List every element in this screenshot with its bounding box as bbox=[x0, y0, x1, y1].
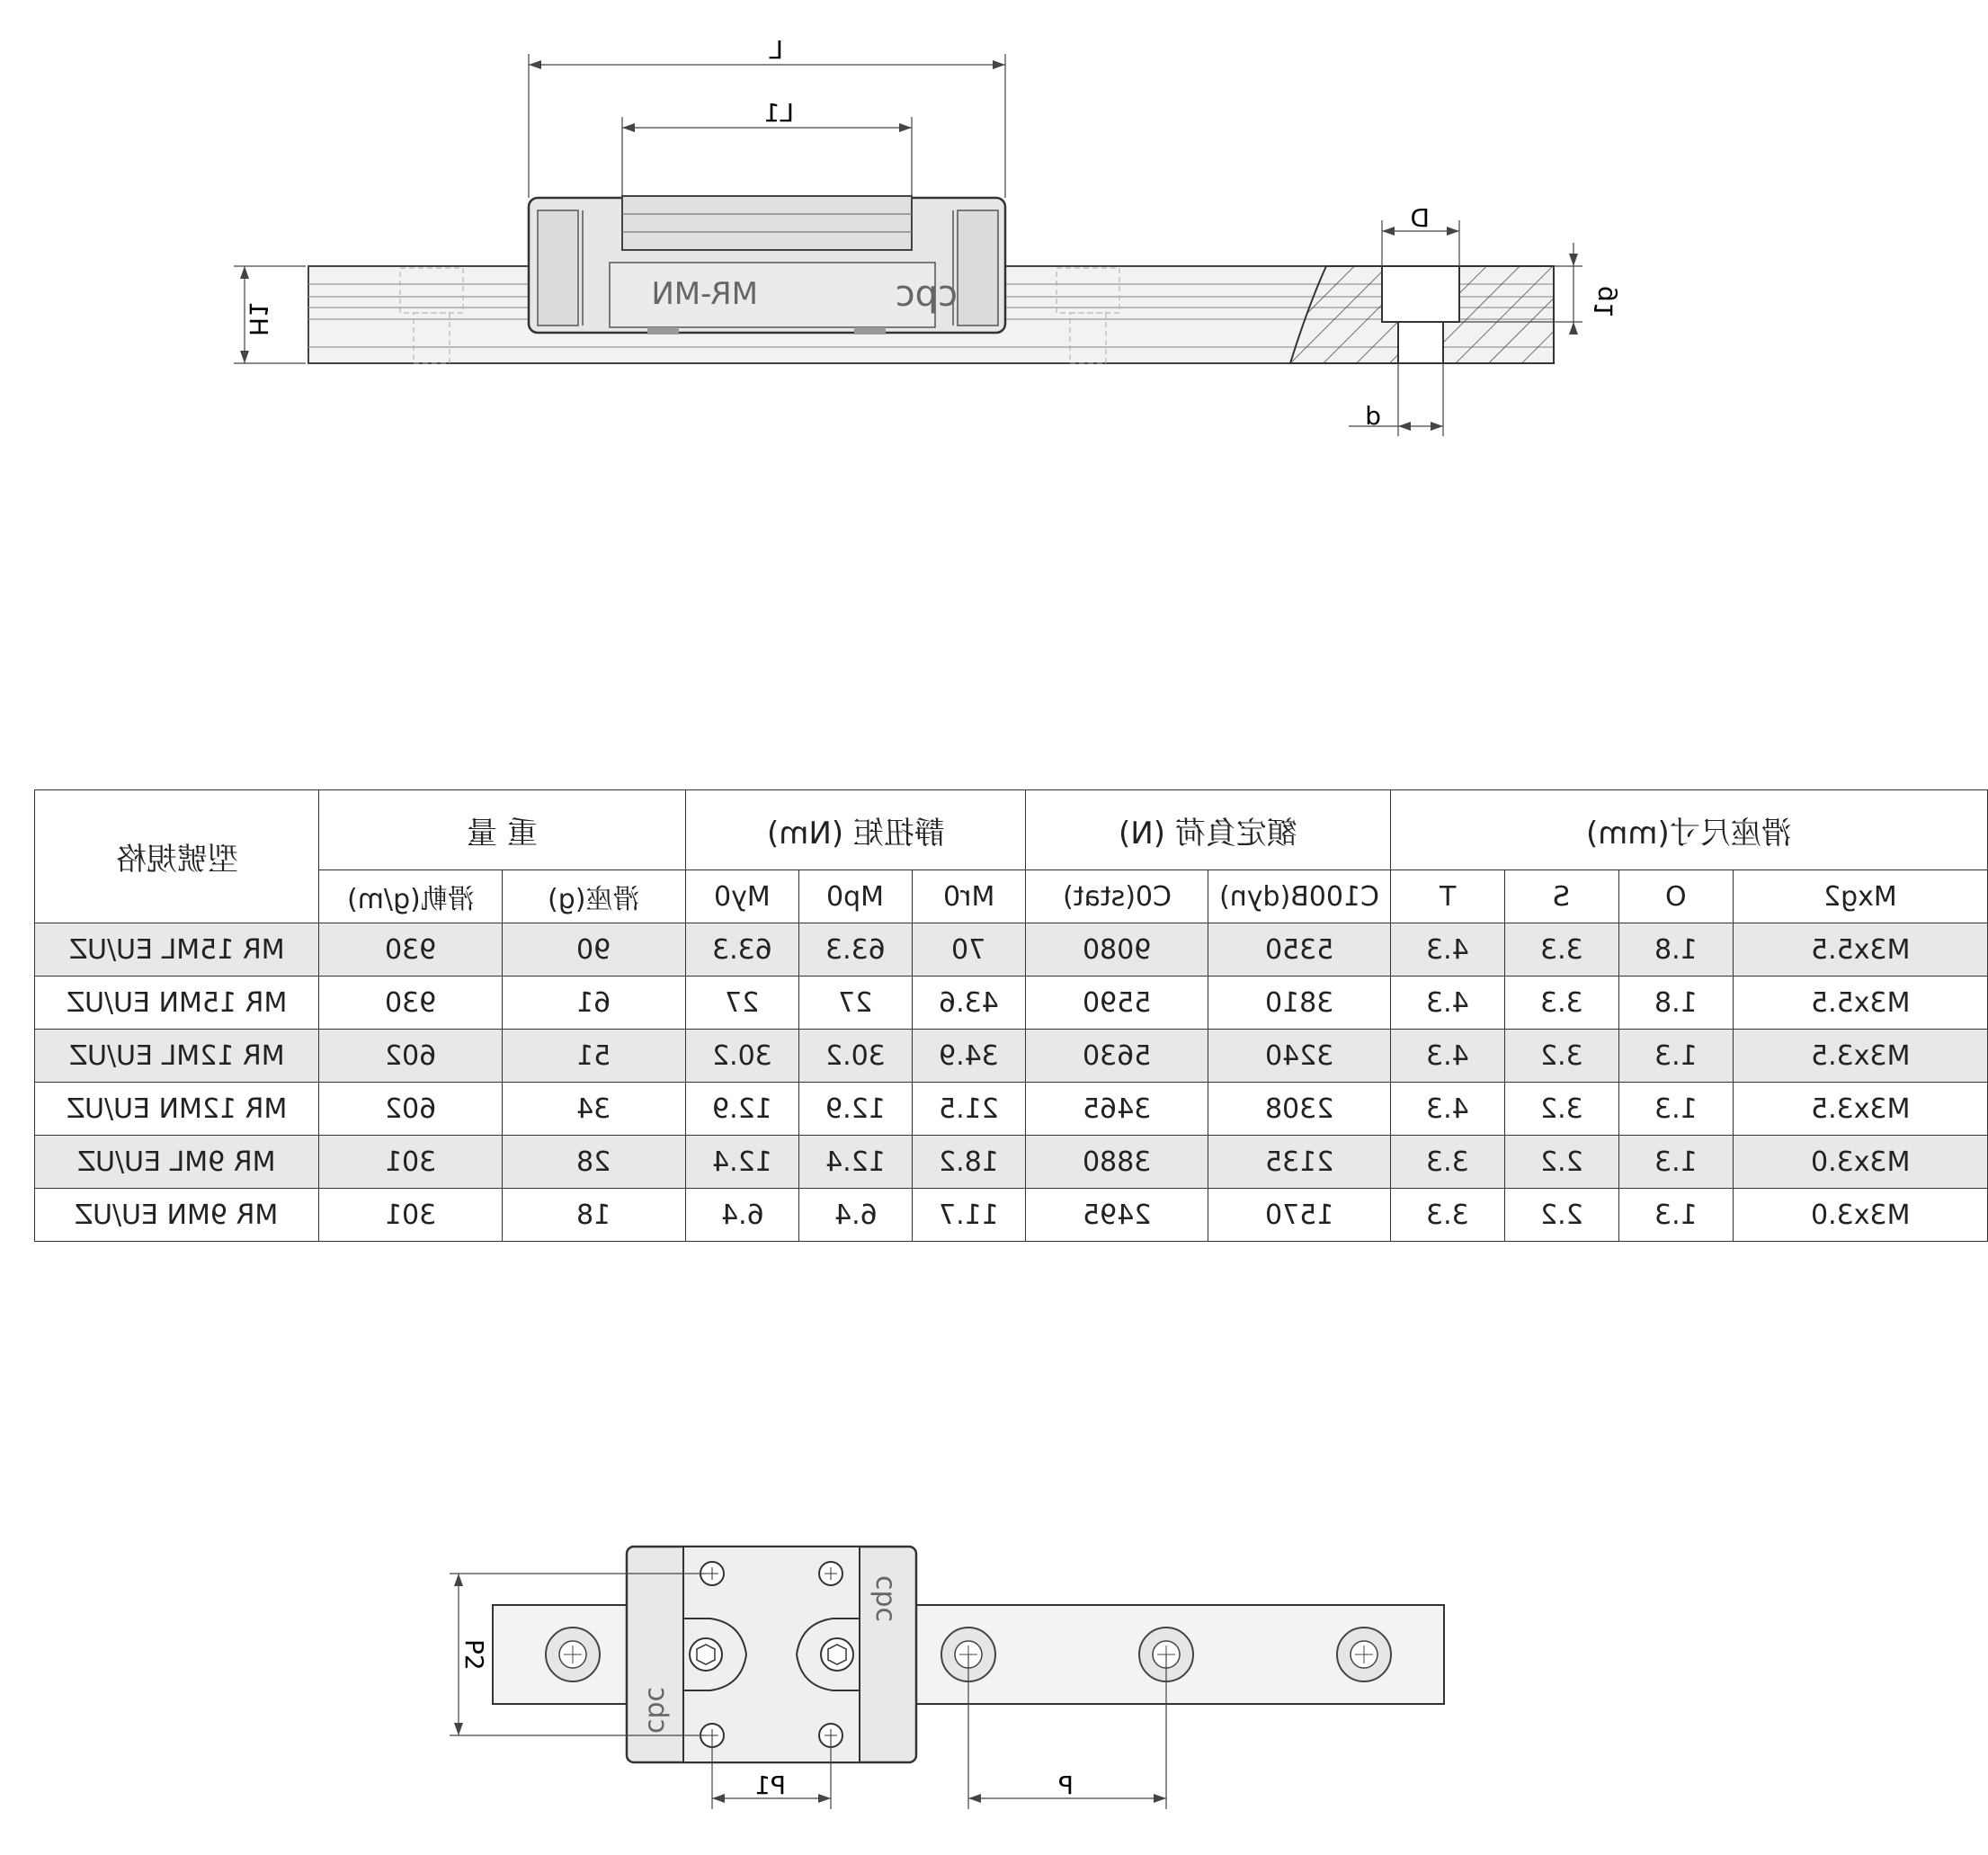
cell-t: 4.3 bbox=[1391, 977, 1505, 1030]
cell-mr0: 21.5 bbox=[913, 1083, 1026, 1136]
cell-model: MR 15MN EU/UZ bbox=[35, 977, 319, 1030]
subheader-s: S bbox=[1505, 870, 1619, 923]
dim-D-label: D bbox=[1410, 203, 1430, 233]
side-view-drawing bbox=[0, 0, 1988, 468]
dim-H1-label: H1 bbox=[244, 301, 273, 336]
cell-model: MR 15ML EU/UZ bbox=[35, 923, 319, 977]
dimension-L1 bbox=[622, 117, 912, 196]
cell-mxg2: M3x3.5 bbox=[1734, 1030, 1988, 1083]
rail-hole bbox=[546, 1628, 600, 1681]
subheader-c0: C0(stat) bbox=[1026, 870, 1208, 923]
cell-my0: 6.4 bbox=[686, 1189, 799, 1242]
cell-mp0: 12.9 bbox=[799, 1083, 913, 1136]
cell-c100b: 3810 bbox=[1208, 977, 1391, 1030]
table-row bbox=[35, 923, 1988, 977]
cell-c0: 5590 bbox=[1026, 977, 1208, 1030]
cell-mp0: 27 bbox=[799, 977, 913, 1030]
dim-L1-label: L1 bbox=[763, 98, 794, 128]
cell-mxg2: M3x5.5 bbox=[1734, 923, 1988, 977]
subheader-o: O bbox=[1619, 870, 1734, 923]
cell-t: 3.3 bbox=[1391, 1136, 1505, 1189]
cell-rail: 930 bbox=[319, 923, 503, 977]
subheader-c100b: C100B(dyn) bbox=[1208, 870, 1391, 923]
cell-mr0: 18.2 bbox=[913, 1136, 1026, 1189]
cell-model: MR 9ML EU/UZ bbox=[35, 1136, 319, 1189]
rail-hole bbox=[1337, 1628, 1391, 1681]
dim-P-label: P bbox=[1058, 1770, 1074, 1800]
cell-rail: 301 bbox=[319, 1189, 503, 1242]
cell-model: MR 12MN EU/UZ bbox=[35, 1083, 319, 1136]
cell-block: 61 bbox=[503, 977, 686, 1030]
cell-c100b: 2308 bbox=[1208, 1083, 1391, 1136]
cell-c0: 9080 bbox=[1026, 923, 1208, 977]
cell-c100b: 5350 bbox=[1208, 923, 1391, 977]
cell-my0: 12.9 bbox=[686, 1083, 799, 1136]
cell-c0: 2495 bbox=[1026, 1189, 1208, 1242]
dim-d-label: d bbox=[1365, 401, 1381, 431]
cell-block: 18 bbox=[503, 1189, 686, 1242]
block-bolt bbox=[819, 1562, 842, 1585]
table-row bbox=[35, 977, 1988, 1030]
cell-mxg2: M3x5.5 bbox=[1734, 977, 1988, 1030]
cell-s: 3.3 bbox=[1505, 977, 1619, 1030]
cell-mp0: 30.2 bbox=[799, 1030, 913, 1083]
cell-s: 2.2 bbox=[1505, 1136, 1619, 1189]
side-logo-text: cpc bbox=[895, 273, 958, 315]
cell-mxg2: M3x3.0 bbox=[1734, 1136, 1988, 1189]
cell-t: 3.3 bbox=[1391, 1189, 1505, 1242]
cell-c100b: 2135 bbox=[1208, 1136, 1391, 1189]
side-model-text: MR-MN bbox=[651, 276, 758, 312]
mounting-section bbox=[1290, 266, 1554, 363]
cell-mr0: 43.6 bbox=[913, 977, 1026, 1030]
cell-mp0: 6.4 bbox=[799, 1189, 913, 1242]
dimension-d bbox=[1349, 363, 1443, 436]
subheader-t: T bbox=[1391, 870, 1505, 923]
table-row bbox=[35, 1189, 1988, 1242]
subheader-rail-weight: 滑軌(g/m) bbox=[319, 870, 503, 923]
spec-table bbox=[34, 789, 1988, 1242]
cell-my0: 27 bbox=[686, 977, 799, 1030]
subheader-mxg2: Mxg2 bbox=[1734, 870, 1988, 923]
cell-o: 1.3 bbox=[1619, 1030, 1734, 1083]
header-weight: 重 量 bbox=[319, 790, 686, 870]
cell-o: 1.3 bbox=[1619, 1189, 1734, 1242]
cell-mxg2: M3x3.0 bbox=[1734, 1189, 1988, 1242]
header-model: 型號規格 bbox=[35, 790, 319, 923]
cell-my0: 30.2 bbox=[686, 1030, 799, 1083]
top-logo-text-1: cpc bbox=[869, 1575, 901, 1623]
cell-mxg2: M3x3.5 bbox=[1734, 1083, 1988, 1136]
cell-mp0: 12.4 bbox=[799, 1136, 913, 1189]
cell-c100b: 1570 bbox=[1208, 1189, 1391, 1242]
subheader-mr0: Mr0 bbox=[913, 870, 1026, 923]
table-row bbox=[35, 1083, 1988, 1136]
cell-rail: 301 bbox=[319, 1136, 503, 1189]
dim-P1-label: P1 bbox=[754, 1770, 786, 1800]
cell-o: 1.8 bbox=[1619, 977, 1734, 1030]
dim-g1-label: g1 bbox=[1589, 286, 1618, 318]
cell-s: 2.2 bbox=[1505, 1189, 1619, 1242]
cell-c0: 3465 bbox=[1026, 1083, 1208, 1136]
header-load: 額定負荷 (N) bbox=[1026, 790, 1391, 870]
cell-o: 1.8 bbox=[1619, 923, 1734, 977]
dim-P2-label: P2 bbox=[459, 1639, 489, 1671]
dim-L-label: L bbox=[769, 35, 783, 65]
table-body bbox=[35, 923, 1988, 1242]
cell-s: 3.3 bbox=[1505, 923, 1619, 977]
cell-c100b: 3240 bbox=[1208, 1030, 1391, 1083]
cell-t: 4.3 bbox=[1391, 923, 1505, 977]
cell-s: 3.2 bbox=[1505, 1083, 1619, 1136]
cell-block: 28 bbox=[503, 1136, 686, 1189]
cell-t: 4.3 bbox=[1391, 1083, 1505, 1136]
cell-mr0: 11.7 bbox=[913, 1189, 1026, 1242]
cell-rail: 602 bbox=[319, 1030, 503, 1083]
header-moment: 靜扭矩 (Nm) bbox=[686, 790, 1026, 870]
cell-c0: 5630 bbox=[1026, 1030, 1208, 1083]
table-row bbox=[35, 1136, 1988, 1189]
cell-c0: 3880 bbox=[1026, 1136, 1208, 1189]
subheader-mp0: Mp0 bbox=[799, 870, 913, 923]
cell-o: 1.3 bbox=[1619, 1083, 1734, 1136]
cell-rail: 602 bbox=[319, 1083, 503, 1136]
top-view-svg bbox=[0, 1457, 1988, 1851]
subheader-block-weight: 滑座(g) bbox=[503, 870, 686, 923]
cell-block: 51 bbox=[503, 1030, 686, 1083]
cell-block: 34 bbox=[503, 1083, 686, 1136]
cell-s: 3.2 bbox=[1505, 1030, 1619, 1083]
cell-my0: 12.4 bbox=[686, 1136, 799, 1189]
cell-rail: 930 bbox=[319, 977, 503, 1030]
cell-t: 4.3 bbox=[1391, 1030, 1505, 1083]
header-block-dim: 滑座尺寸(mm) bbox=[1391, 790, 1988, 870]
cell-o: 1.3 bbox=[1619, 1136, 1734, 1189]
top-view-drawing bbox=[0, 1457, 1988, 1851]
spec-table-container bbox=[34, 789, 1988, 1242]
table-row bbox=[35, 1030, 1988, 1083]
cell-mr0: 34.9 bbox=[913, 1030, 1026, 1083]
subheader-my0: My0 bbox=[686, 870, 799, 923]
cell-model: MR 12ML EU/UZ bbox=[35, 1030, 319, 1083]
cell-mr0: 70 bbox=[913, 923, 1026, 977]
cell-mp0: 63.3 bbox=[799, 923, 913, 977]
cell-block: 90 bbox=[503, 923, 686, 977]
cell-my0: 63.3 bbox=[686, 923, 799, 977]
top-logo-text-2: cpc bbox=[639, 1686, 671, 1734]
side-view-svg bbox=[0, 0, 1988, 468]
cell-model: MR 9MN EU/UZ bbox=[35, 1189, 319, 1242]
